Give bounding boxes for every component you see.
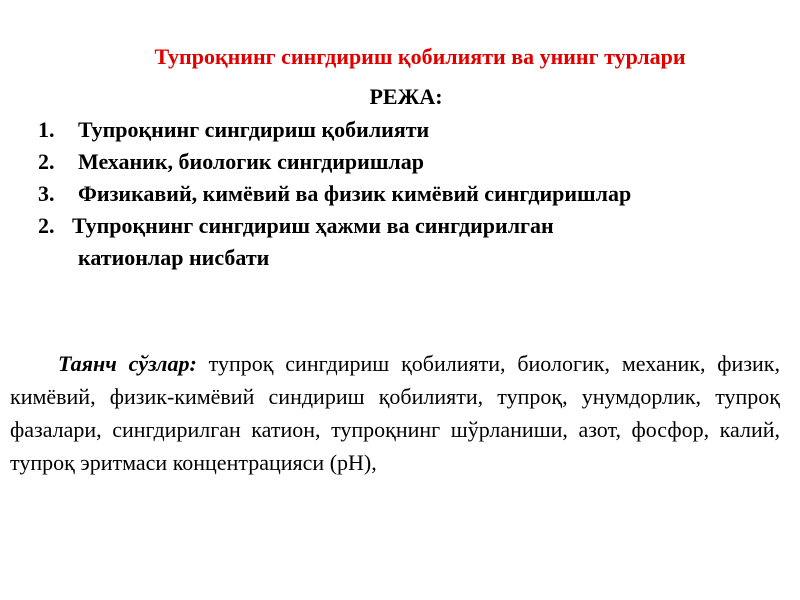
plan-item [38,210,788,242]
keywords-text: тупроқ сингдириш қобилияти, биологик, механик, физик, кимёвий, физик-кимёвий синдириш қобилияти, тупроқ, унумдорлик, тупроқ фазалари, сингдирилган катион, тупроқнинг шўрланиши, азот, фосфор, калий, тупроқ эритмаси концентрацияси (рН), [10,351,780,475]
plan-heading: РЕЖА: [369,84,443,109]
plan-item-number: 2. [38,149,55,174]
plan-item-number: 3. [38,181,55,206]
plan-item-number: 2. [38,213,55,238]
plan-item-text: Тупроқнинг сингдириш қобилияти [78,117,430,142]
plan-item [38,146,788,178]
plan-item-number: 1. [38,117,55,142]
plan-item-text: Механик, биологик сингдиришлар [78,149,424,174]
plan-item [38,178,788,210]
keywords-label: Таянч сўзлар: [58,351,197,376]
slide-title: Тупроқнинг сингдириш қобилияти ва унинг турлари [154,44,686,69]
plan-item-continuation: катионлар нисбати [78,245,270,270]
keywords-paragraph [10,347,780,479]
plan-list [38,114,788,274]
plan-item-text: Физикавий, кимёвий ва физик кимёвий сингдиришлар [78,181,632,206]
plan-item-text: Тупроқнинг сингдириш ҳажми ва сингдирилган [72,213,554,238]
plan-item [38,114,788,146]
